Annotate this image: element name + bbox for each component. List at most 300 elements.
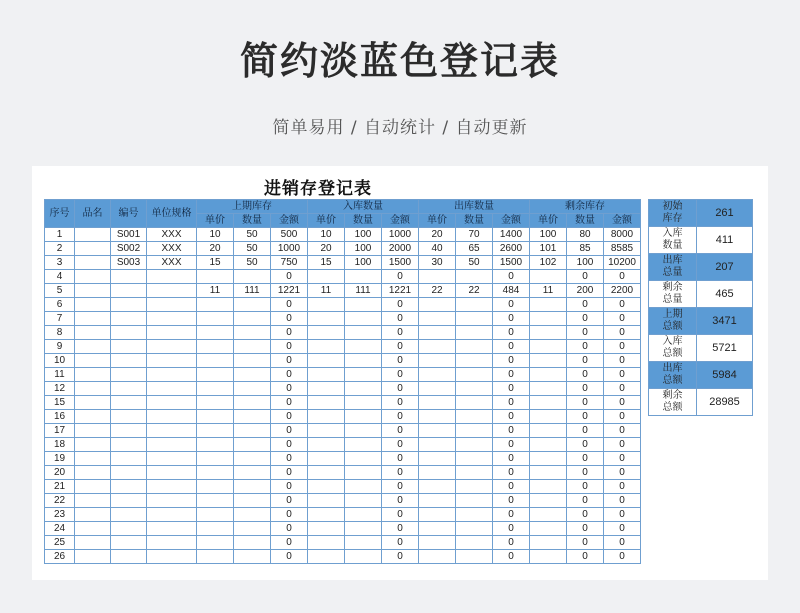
table-cell[interactable]: 23: [45, 508, 75, 522]
table-cell[interactable]: 0: [382, 508, 419, 522]
table-cell[interactable]: [75, 424, 111, 438]
table-cell[interactable]: 0: [493, 340, 530, 354]
table-cell[interactable]: 0: [271, 270, 308, 284]
table-cell[interactable]: 24: [45, 522, 75, 536]
table-cell[interactable]: [345, 522, 382, 536]
table-cell[interactable]: [419, 270, 456, 284]
table-cell[interactable]: [111, 452, 147, 466]
table-cell[interactable]: [530, 270, 567, 284]
table-cell[interactable]: 9: [45, 340, 75, 354]
table-cell[interactable]: [197, 466, 234, 480]
table-cell[interactable]: 10: [197, 228, 234, 242]
table-cell[interactable]: 0: [493, 410, 530, 424]
table-cell[interactable]: 0: [382, 522, 419, 536]
table-cell[interactable]: [456, 508, 493, 522]
table-cell[interactable]: [234, 522, 271, 536]
table-cell[interactable]: [147, 396, 197, 410]
table-cell[interactable]: 0: [567, 270, 604, 284]
table-cell[interactable]: 0: [271, 550, 308, 564]
table-cell[interactable]: [530, 354, 567, 368]
table-cell[interactable]: 0: [604, 410, 641, 424]
table-cell[interactable]: [308, 368, 345, 382]
table-cell[interactable]: [147, 326, 197, 340]
table-cell[interactable]: 0: [567, 410, 604, 424]
table-cell[interactable]: [419, 368, 456, 382]
table-cell[interactable]: [234, 424, 271, 438]
table-cell[interactable]: [147, 438, 197, 452]
table-cell[interactable]: 0: [567, 340, 604, 354]
table-cell[interactable]: 0: [493, 396, 530, 410]
table-cell[interactable]: [111, 536, 147, 550]
table-cell[interactable]: [419, 480, 456, 494]
table-cell[interactable]: [419, 312, 456, 326]
table-cell[interactable]: 3: [45, 256, 75, 270]
table-cell[interactable]: [419, 354, 456, 368]
table-cell[interactable]: 0: [382, 382, 419, 396]
table-cell[interactable]: 0: [271, 466, 308, 480]
table-cell[interactable]: [197, 270, 234, 284]
table-cell[interactable]: [530, 466, 567, 480]
table-cell[interactable]: 111: [234, 284, 271, 298]
table-cell[interactable]: 80: [567, 228, 604, 242]
table-cell[interactable]: 0: [382, 298, 419, 312]
table-cell[interactable]: 0: [271, 494, 308, 508]
table-cell[interactable]: 0: [382, 326, 419, 340]
table-cell[interactable]: XXX: [147, 228, 197, 242]
table-cell[interactable]: 1000: [382, 228, 419, 242]
table-cell[interactable]: 0: [271, 298, 308, 312]
table-cell[interactable]: [197, 410, 234, 424]
table-cell[interactable]: 0: [382, 452, 419, 466]
table-cell[interactable]: 22: [45, 494, 75, 508]
table-cell[interactable]: [530, 312, 567, 326]
table-cell[interactable]: 15: [197, 256, 234, 270]
table-cell[interactable]: [75, 242, 111, 256]
table-cell[interactable]: 101: [530, 242, 567, 256]
table-cell[interactable]: [308, 424, 345, 438]
table-cell[interactable]: 0: [382, 550, 419, 564]
table-cell[interactable]: 100: [530, 228, 567, 242]
table-cell[interactable]: 65: [456, 242, 493, 256]
table-cell[interactable]: [147, 270, 197, 284]
table-cell[interactable]: 0: [604, 494, 641, 508]
table-cell[interactable]: [530, 424, 567, 438]
table-cell[interactable]: [345, 340, 382, 354]
table-cell[interactable]: 0: [271, 410, 308, 424]
table-cell[interactable]: [419, 410, 456, 424]
table-cell[interactable]: 6: [45, 298, 75, 312]
table-cell[interactable]: 0: [271, 452, 308, 466]
table-cell[interactable]: [111, 312, 147, 326]
table-cell[interactable]: 12: [45, 382, 75, 396]
table-cell[interactable]: [111, 494, 147, 508]
table-cell[interactable]: [308, 396, 345, 410]
table-cell[interactable]: 0: [567, 480, 604, 494]
table-cell[interactable]: [197, 298, 234, 312]
table-cell[interactable]: 1221: [271, 284, 308, 298]
table-cell[interactable]: 15: [45, 396, 75, 410]
table-cell[interactable]: [75, 466, 111, 480]
table-cell[interactable]: [308, 550, 345, 564]
table-cell[interactable]: [111, 298, 147, 312]
table-cell[interactable]: [345, 368, 382, 382]
table-cell[interactable]: [345, 508, 382, 522]
table-cell[interactable]: 50: [456, 256, 493, 270]
table-cell[interactable]: 0: [271, 326, 308, 340]
table-cell[interactable]: [197, 536, 234, 550]
table-cell[interactable]: 18: [45, 438, 75, 452]
table-cell[interactable]: 0: [567, 522, 604, 536]
table-cell[interactable]: 0: [604, 536, 641, 550]
table-cell[interactable]: [308, 536, 345, 550]
table-cell[interactable]: [75, 284, 111, 298]
table-cell[interactable]: [456, 494, 493, 508]
table-cell[interactable]: 70: [456, 228, 493, 242]
table-cell[interactable]: [530, 438, 567, 452]
table-cell[interactable]: [234, 536, 271, 550]
table-cell[interactable]: 100: [345, 256, 382, 270]
table-cell[interactable]: [147, 312, 197, 326]
table-cell[interactable]: [456, 536, 493, 550]
table-cell[interactable]: [111, 326, 147, 340]
table-cell[interactable]: [456, 340, 493, 354]
table-cell[interactable]: [456, 550, 493, 564]
table-cell[interactable]: [530, 536, 567, 550]
table-cell[interactable]: [147, 494, 197, 508]
table-cell[interactable]: 500: [271, 228, 308, 242]
table-cell[interactable]: [530, 480, 567, 494]
table-cell[interactable]: [75, 438, 111, 452]
table-cell[interactable]: [234, 480, 271, 494]
table-cell[interactable]: [197, 480, 234, 494]
table-cell[interactable]: [530, 410, 567, 424]
table-cell[interactable]: 10: [308, 228, 345, 242]
table-cell[interactable]: S002: [111, 242, 147, 256]
table-cell[interactable]: 0: [271, 312, 308, 326]
table-cell[interactable]: 100: [345, 242, 382, 256]
table-cell[interactable]: [75, 550, 111, 564]
table-cell[interactable]: 4: [45, 270, 75, 284]
table-cell[interactable]: 0: [604, 326, 641, 340]
table-cell[interactable]: 2600: [493, 242, 530, 256]
table-cell[interactable]: [234, 410, 271, 424]
table-cell[interactable]: [419, 340, 456, 354]
table-cell[interactable]: 26: [45, 550, 75, 564]
table-cell[interactable]: 0: [382, 396, 419, 410]
table-cell[interactable]: 0: [271, 508, 308, 522]
table-cell[interactable]: [530, 382, 567, 396]
table-cell[interactable]: 0: [493, 354, 530, 368]
table-cell[interactable]: [308, 452, 345, 466]
table-cell[interactable]: 17: [45, 424, 75, 438]
table-cell[interactable]: 100: [567, 256, 604, 270]
table-cell[interactable]: [234, 270, 271, 284]
table-cell[interactable]: [345, 494, 382, 508]
table-cell[interactable]: [111, 284, 147, 298]
table-cell[interactable]: 20: [197, 242, 234, 256]
table-cell[interactable]: 0: [493, 480, 530, 494]
table-cell[interactable]: 0: [604, 452, 641, 466]
table-cell[interactable]: [234, 466, 271, 480]
table-cell[interactable]: [419, 382, 456, 396]
table-cell[interactable]: 0: [493, 368, 530, 382]
table-cell[interactable]: 0: [271, 522, 308, 536]
table-cell[interactable]: 0: [382, 368, 419, 382]
table-cell[interactable]: [530, 522, 567, 536]
table-cell[interactable]: [456, 354, 493, 368]
table-cell[interactable]: [419, 424, 456, 438]
table-cell[interactable]: 0: [493, 536, 530, 550]
table-cell[interactable]: [147, 550, 197, 564]
table-cell[interactable]: [419, 508, 456, 522]
table-cell[interactable]: [530, 368, 567, 382]
table-cell[interactable]: [111, 480, 147, 494]
table-cell[interactable]: 0: [604, 298, 641, 312]
table-cell[interactable]: [345, 480, 382, 494]
table-cell[interactable]: [456, 298, 493, 312]
table-cell[interactable]: [345, 354, 382, 368]
table-cell[interactable]: [147, 508, 197, 522]
table-cell[interactable]: 8: [45, 326, 75, 340]
table-cell[interactable]: [111, 410, 147, 424]
table-cell[interactable]: 1000: [271, 242, 308, 256]
table-cell[interactable]: [345, 396, 382, 410]
table-cell[interactable]: [308, 438, 345, 452]
table-cell[interactable]: [147, 354, 197, 368]
table-cell[interactable]: [345, 382, 382, 396]
table-cell[interactable]: [197, 522, 234, 536]
table-cell[interactable]: [345, 438, 382, 452]
table-cell[interactable]: 0: [567, 424, 604, 438]
table-cell[interactable]: 19: [45, 452, 75, 466]
table-cell[interactable]: 10: [45, 354, 75, 368]
table-cell[interactable]: 25: [45, 536, 75, 550]
table-cell[interactable]: [147, 382, 197, 396]
table-cell[interactable]: [419, 466, 456, 480]
table-cell[interactable]: 30: [419, 256, 456, 270]
table-cell[interactable]: [456, 410, 493, 424]
table-cell[interactable]: 7: [45, 312, 75, 326]
table-cell[interactable]: [234, 494, 271, 508]
table-cell[interactable]: [308, 326, 345, 340]
table-cell[interactable]: 0: [271, 424, 308, 438]
table-cell[interactable]: [345, 298, 382, 312]
table-cell[interactable]: [147, 340, 197, 354]
table-cell[interactable]: [419, 494, 456, 508]
table-cell[interactable]: [345, 536, 382, 550]
table-cell[interactable]: [345, 452, 382, 466]
table-cell[interactable]: 0: [493, 452, 530, 466]
table-cell[interactable]: [75, 256, 111, 270]
table-cell[interactable]: 10200: [604, 256, 641, 270]
table-cell[interactable]: [308, 522, 345, 536]
table-cell[interactable]: [456, 438, 493, 452]
table-cell[interactable]: [75, 452, 111, 466]
table-cell[interactable]: [234, 326, 271, 340]
table-cell[interactable]: [456, 522, 493, 536]
table-cell[interactable]: [147, 424, 197, 438]
table-cell[interactable]: [234, 382, 271, 396]
table-cell[interactable]: [234, 312, 271, 326]
table-cell[interactable]: [197, 340, 234, 354]
table-cell[interactable]: 0: [493, 312, 530, 326]
table-cell[interactable]: 0: [382, 424, 419, 438]
table-cell[interactable]: S003: [111, 256, 147, 270]
table-cell[interactable]: [530, 452, 567, 466]
table-cell[interactable]: [111, 424, 147, 438]
table-cell[interactable]: [197, 368, 234, 382]
table-cell[interactable]: 0: [382, 438, 419, 452]
table-cell[interactable]: [75, 340, 111, 354]
table-cell[interactable]: 0: [604, 424, 641, 438]
table-cell[interactable]: 0: [604, 340, 641, 354]
table-cell[interactable]: 1500: [382, 256, 419, 270]
table-cell[interactable]: 50: [234, 256, 271, 270]
table-cell[interactable]: 0: [604, 522, 641, 536]
table-cell[interactable]: [345, 424, 382, 438]
table-cell[interactable]: [308, 466, 345, 480]
table-cell[interactable]: [234, 298, 271, 312]
table-cell[interactable]: [308, 312, 345, 326]
table-cell[interactable]: [234, 452, 271, 466]
table-cell[interactable]: [75, 382, 111, 396]
table-cell[interactable]: [456, 396, 493, 410]
table-cell[interactable]: [419, 326, 456, 340]
table-cell[interactable]: [75, 522, 111, 536]
table-cell[interactable]: 1500: [493, 256, 530, 270]
table-cell[interactable]: 2200: [604, 284, 641, 298]
table-cell[interactable]: [197, 354, 234, 368]
table-cell[interactable]: [111, 340, 147, 354]
table-cell[interactable]: 0: [604, 396, 641, 410]
table-cell[interactable]: [111, 508, 147, 522]
table-cell[interactable]: 0: [382, 480, 419, 494]
table-cell[interactable]: 750: [271, 256, 308, 270]
table-cell[interactable]: 20: [419, 228, 456, 242]
table-cell[interactable]: [111, 396, 147, 410]
table-cell[interactable]: 20: [45, 466, 75, 480]
table-cell[interactable]: [147, 284, 197, 298]
table-cell[interactable]: 0: [604, 270, 641, 284]
table-cell[interactable]: 0: [567, 298, 604, 312]
table-cell[interactable]: [419, 452, 456, 466]
table-cell[interactable]: 0: [493, 508, 530, 522]
table-cell[interactable]: 100: [345, 228, 382, 242]
table-cell[interactable]: [75, 396, 111, 410]
table-cell[interactable]: 0: [567, 382, 604, 396]
table-cell[interactable]: 11: [197, 284, 234, 298]
table-cell[interactable]: 0: [493, 298, 530, 312]
table-cell[interactable]: S001: [111, 228, 147, 242]
table-cell[interactable]: [234, 508, 271, 522]
table-cell[interactable]: [197, 438, 234, 452]
table-cell[interactable]: [197, 452, 234, 466]
table-cell[interactable]: 0: [567, 326, 604, 340]
table-cell[interactable]: 0: [493, 326, 530, 340]
table-cell[interactable]: [197, 326, 234, 340]
table-cell[interactable]: 0: [567, 494, 604, 508]
table-cell[interactable]: [456, 270, 493, 284]
table-cell[interactable]: [147, 480, 197, 494]
table-cell[interactable]: 0: [382, 410, 419, 424]
table-cell[interactable]: [111, 382, 147, 396]
table-cell[interactable]: [111, 438, 147, 452]
table-cell[interactable]: [197, 508, 234, 522]
table-cell[interactable]: [308, 508, 345, 522]
table-cell[interactable]: [234, 550, 271, 564]
table-cell[interactable]: [234, 354, 271, 368]
table-cell[interactable]: 0: [271, 480, 308, 494]
table-cell[interactable]: [345, 326, 382, 340]
table-cell[interactable]: [147, 298, 197, 312]
table-cell[interactable]: 0: [271, 368, 308, 382]
table-cell[interactable]: 111: [345, 284, 382, 298]
table-cell[interactable]: [111, 354, 147, 368]
table-cell[interactable]: [308, 298, 345, 312]
table-cell[interactable]: 0: [382, 312, 419, 326]
table-cell[interactable]: [234, 438, 271, 452]
table-cell[interactable]: 0: [604, 312, 641, 326]
table-cell[interactable]: [75, 536, 111, 550]
table-cell[interactable]: 15: [308, 256, 345, 270]
table-cell[interactable]: [308, 410, 345, 424]
table-cell[interactable]: [147, 410, 197, 424]
table-cell[interactable]: 0: [493, 382, 530, 396]
table-cell[interactable]: [197, 550, 234, 564]
table-cell[interactable]: [111, 522, 147, 536]
table-cell[interactable]: 16: [45, 410, 75, 424]
table-cell[interactable]: [308, 354, 345, 368]
table-cell[interactable]: [456, 466, 493, 480]
table-cell[interactable]: [345, 550, 382, 564]
table-cell[interactable]: 1400: [493, 228, 530, 242]
table-cell[interactable]: 22: [419, 284, 456, 298]
table-cell[interactable]: 0: [271, 382, 308, 396]
table-cell[interactable]: [308, 480, 345, 494]
table-cell[interactable]: [147, 466, 197, 480]
table-cell[interactable]: [456, 368, 493, 382]
table-cell[interactable]: 0: [382, 270, 419, 284]
table-cell[interactable]: [147, 522, 197, 536]
table-cell[interactable]: [530, 298, 567, 312]
table-cell[interactable]: [530, 396, 567, 410]
table-cell[interactable]: 8000: [604, 228, 641, 242]
table-cell[interactable]: 50: [234, 228, 271, 242]
table-cell[interactable]: [456, 382, 493, 396]
table-cell[interactable]: [419, 396, 456, 410]
table-cell[interactable]: [75, 508, 111, 522]
table-cell[interactable]: 0: [493, 494, 530, 508]
table-cell[interactable]: 484: [493, 284, 530, 298]
table-cell[interactable]: [147, 452, 197, 466]
table-cell[interactable]: 0: [493, 550, 530, 564]
table-cell[interactable]: 0: [382, 466, 419, 480]
table-cell[interactable]: 40: [419, 242, 456, 256]
table-cell[interactable]: 0: [567, 536, 604, 550]
table-cell[interactable]: [147, 368, 197, 382]
table-cell[interactable]: 0: [604, 354, 641, 368]
table-cell[interactable]: 0: [567, 452, 604, 466]
table-cell[interactable]: 102: [530, 256, 567, 270]
table-cell[interactable]: [530, 494, 567, 508]
table-cell[interactable]: [419, 550, 456, 564]
table-cell[interactable]: [197, 382, 234, 396]
table-cell[interactable]: 2000: [382, 242, 419, 256]
table-cell[interactable]: 0: [493, 424, 530, 438]
table-cell[interactable]: 0: [567, 438, 604, 452]
table-cell[interactable]: [111, 270, 147, 284]
table-cell[interactable]: 0: [567, 466, 604, 480]
